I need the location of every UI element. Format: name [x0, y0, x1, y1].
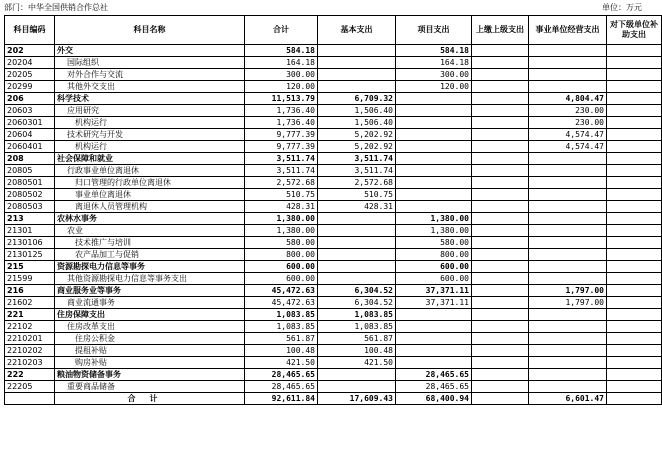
row-basic	[318, 249, 396, 261]
row-upper	[472, 369, 529, 381]
row-name: 应用研究	[55, 105, 245, 117]
table-row	[5, 273, 662, 285]
row-business	[529, 381, 607, 393]
row-total: 580.00	[245, 237, 318, 249]
row-lower	[607, 213, 662, 225]
row-name: 归口管理的行政单位离退休	[55, 177, 245, 189]
row-upper	[472, 237, 529, 249]
total-upper	[472, 393, 529, 405]
row-project	[396, 153, 472, 165]
row-basic	[318, 225, 396, 237]
row-lower	[607, 57, 662, 69]
table-row	[5, 369, 662, 381]
row-project	[396, 177, 472, 189]
row-business: 4,574.47	[529, 129, 607, 141]
row-lower	[607, 45, 662, 57]
row-code: 213	[5, 213, 55, 225]
row-name: 住房保障支出	[55, 309, 245, 321]
table-row	[5, 225, 662, 237]
row-upper	[472, 129, 529, 141]
row-project	[396, 321, 472, 333]
row-basic: 1,083.85	[318, 321, 396, 333]
row-upper	[472, 273, 529, 285]
row-total: 45,472.63	[245, 285, 318, 297]
row-lower	[607, 249, 662, 261]
row-basic: 428.31	[318, 201, 396, 213]
row-name: 商业流通事务	[55, 297, 245, 309]
row-total: 3,511.74	[245, 153, 318, 165]
col-header-code: 科目编码	[5, 16, 55, 45]
row-project	[396, 345, 472, 357]
row-total: 100.48	[245, 345, 318, 357]
row-code: 22102	[5, 321, 55, 333]
row-basic	[318, 81, 396, 93]
row-project: 584.18	[396, 45, 472, 57]
row-total: 510.75	[245, 189, 318, 201]
row-code: 2210202	[5, 345, 55, 357]
row-basic	[318, 57, 396, 69]
row-basic: 2,572.68	[318, 177, 396, 189]
row-name: 对外合作与交流	[55, 69, 245, 81]
row-code: 2060301	[5, 117, 55, 129]
row-basic	[318, 237, 396, 249]
row-code: 20299	[5, 81, 55, 93]
row-total: 11,513.79	[245, 93, 318, 105]
col-header-basic: 基本支出	[318, 16, 396, 45]
row-basic: 5,202.92	[318, 129, 396, 141]
row-business	[529, 345, 607, 357]
col-header-total: 合计	[245, 16, 318, 45]
row-business	[529, 273, 607, 285]
row-upper	[472, 201, 529, 213]
row-lower	[607, 297, 662, 309]
row-upper	[472, 333, 529, 345]
col-header-upper: 上缴上级支出	[472, 16, 529, 45]
row-lower	[607, 153, 662, 165]
table-row	[5, 381, 662, 393]
table-row	[5, 81, 662, 93]
total-code-cell	[5, 393, 55, 405]
row-lower	[607, 321, 662, 333]
row-total: 600.00	[245, 273, 318, 285]
row-total: 561.87	[245, 333, 318, 345]
table-row	[5, 213, 662, 225]
row-code: 21602	[5, 297, 55, 309]
row-business	[529, 357, 607, 369]
row-total: 28,465.65	[245, 381, 318, 393]
row-code: 206	[5, 93, 55, 105]
row-name: 重要商品储备	[55, 381, 245, 393]
total-lower	[607, 393, 662, 405]
row-name: 离退休人员管理机构	[55, 201, 245, 213]
table-row	[5, 177, 662, 189]
row-lower	[607, 369, 662, 381]
row-business	[529, 261, 607, 273]
row-name: 购房补贴	[55, 357, 245, 369]
row-code: 21599	[5, 273, 55, 285]
row-basic	[318, 369, 396, 381]
row-code: 2210203	[5, 357, 55, 369]
row-code: 208	[5, 153, 55, 165]
row-name: 技术推广与培训	[55, 237, 245, 249]
row-total: 421.50	[245, 357, 318, 369]
row-basic: 6,304.52	[318, 297, 396, 309]
table-row	[5, 249, 662, 261]
row-total: 3,511.74	[245, 165, 318, 177]
table-row	[5, 237, 662, 249]
row-lower	[607, 81, 662, 93]
col-header-name: 科目名称	[55, 16, 245, 45]
row-upper	[472, 153, 529, 165]
row-project: 37,371.11	[396, 297, 472, 309]
table-row	[5, 321, 662, 333]
row-name: 农业	[55, 225, 245, 237]
row-basic: 5,202.92	[318, 141, 396, 153]
row-code: 202	[5, 45, 55, 57]
row-upper	[472, 141, 529, 153]
row-code: 222	[5, 369, 55, 381]
row-business: 4,804.47	[529, 93, 607, 105]
row-total: 28,465.65	[245, 369, 318, 381]
row-upper	[472, 57, 529, 69]
row-name: 住房改革支出	[55, 321, 245, 333]
row-lower	[607, 189, 662, 201]
total-label: 合计	[55, 393, 245, 405]
row-code: 20604	[5, 129, 55, 141]
table-row	[5, 117, 662, 129]
table-row	[5, 309, 662, 321]
row-lower	[607, 201, 662, 213]
table-row	[5, 93, 662, 105]
row-total: 120.00	[245, 81, 318, 93]
row-basic: 1,083.85	[318, 309, 396, 321]
row-upper	[472, 321, 529, 333]
row-basic: 6,304.52	[318, 285, 396, 297]
row-lower	[607, 333, 662, 345]
row-business	[529, 225, 607, 237]
row-basic: 100.48	[318, 345, 396, 357]
row-basic	[318, 45, 396, 57]
row-name: 事业单位离退休	[55, 189, 245, 201]
row-business	[529, 237, 607, 249]
row-business	[529, 45, 607, 57]
row-name: 技术研究与开发	[55, 129, 245, 141]
row-business	[529, 165, 607, 177]
table-row	[5, 285, 662, 297]
row-code: 2210201	[5, 333, 55, 345]
row-total: 1,083.85	[245, 309, 318, 321]
row-project	[396, 309, 472, 321]
row-project	[396, 105, 472, 117]
row-basic: 3,511.74	[318, 165, 396, 177]
total-project: 68,400.94	[396, 393, 472, 405]
table-row	[5, 69, 662, 81]
table-row	[5, 165, 662, 177]
row-lower	[607, 141, 662, 153]
row-total: 1,736.40	[245, 117, 318, 129]
unit-label: 单位：万元	[602, 3, 642, 12]
row-code: 2080501	[5, 177, 55, 189]
row-business	[529, 201, 607, 213]
row-total: 1,380.00	[245, 213, 318, 225]
row-name: 外交	[55, 45, 245, 57]
col-header-project: 项目支出	[396, 16, 472, 45]
row-project: 600.00	[396, 261, 472, 273]
row-basic: 421.50	[318, 357, 396, 369]
row-upper	[472, 165, 529, 177]
row-name: 国际组织	[55, 57, 245, 69]
row-code: 20204	[5, 57, 55, 69]
row-lower	[607, 165, 662, 177]
row-project: 37,371.11	[396, 285, 472, 297]
row-business	[529, 321, 607, 333]
report-header	[4, 2, 642, 14]
row-lower	[607, 285, 662, 297]
total-business: 6,601.47	[529, 393, 607, 405]
table-row	[5, 201, 662, 213]
row-upper	[472, 105, 529, 117]
row-code: 22205	[5, 381, 55, 393]
row-project: 28,465.65	[396, 369, 472, 381]
row-basic	[318, 273, 396, 285]
row-business	[529, 153, 607, 165]
row-total: 164.18	[245, 57, 318, 69]
row-code: 2080503	[5, 201, 55, 213]
table-row	[5, 297, 662, 309]
row-project	[396, 357, 472, 369]
row-total: 1,083.85	[245, 321, 318, 333]
row-project	[396, 201, 472, 213]
row-business: 1,797.00	[529, 297, 607, 309]
row-basic: 510.75	[318, 189, 396, 201]
row-lower	[607, 69, 662, 81]
row-project	[396, 141, 472, 153]
row-lower	[607, 93, 662, 105]
row-business	[529, 69, 607, 81]
row-project	[396, 333, 472, 345]
row-business	[529, 57, 607, 69]
row-code: 215	[5, 261, 55, 273]
row-lower	[607, 357, 662, 369]
row-upper	[472, 225, 529, 237]
row-business	[529, 81, 607, 93]
department-label: 部门：中华全国供销合作总社	[4, 3, 108, 12]
row-project	[396, 93, 472, 105]
row-total: 600.00	[245, 261, 318, 273]
row-project: 120.00	[396, 81, 472, 93]
row-basic	[318, 381, 396, 393]
row-basic: 1,506.40	[318, 117, 396, 129]
row-name: 行政事业单位离退休	[55, 165, 245, 177]
row-project: 800.00	[396, 249, 472, 261]
row-total: 428.31	[245, 201, 318, 213]
row-upper	[472, 45, 529, 57]
row-business: 1,797.00	[529, 285, 607, 297]
row-upper	[472, 357, 529, 369]
table-total-row	[5, 393, 662, 405]
row-upper	[472, 213, 529, 225]
row-lower	[607, 381, 662, 393]
row-basic: 1,506.40	[318, 105, 396, 117]
row-total: 45,472.63	[245, 297, 318, 309]
table-row	[5, 345, 662, 357]
row-total: 300.00	[245, 69, 318, 81]
row-project: 580.00	[396, 237, 472, 249]
row-code: 2130125	[5, 249, 55, 261]
row-basic: 6,709.32	[318, 93, 396, 105]
row-project	[396, 117, 472, 129]
row-lower	[607, 237, 662, 249]
row-name: 机构运行	[55, 117, 245, 129]
row-name: 粮油物资储备事务	[55, 369, 245, 381]
row-project	[396, 165, 472, 177]
row-total: 2,572.68	[245, 177, 318, 189]
row-project: 164.18	[396, 57, 472, 69]
total-basic: 17,609.43	[318, 393, 396, 405]
row-project	[396, 129, 472, 141]
row-upper	[472, 297, 529, 309]
row-lower	[607, 225, 662, 237]
row-basic	[318, 69, 396, 81]
row-code: 20805	[5, 165, 55, 177]
table-row	[5, 153, 662, 165]
table-row	[5, 57, 662, 69]
row-business: 230.00	[529, 105, 607, 117]
row-total: 1,736.40	[245, 105, 318, 117]
row-project	[396, 189, 472, 201]
row-basic	[318, 213, 396, 225]
row-upper	[472, 93, 529, 105]
row-lower	[607, 129, 662, 141]
row-business: 4,574.47	[529, 141, 607, 153]
row-total: 1,380.00	[245, 225, 318, 237]
row-upper	[472, 249, 529, 261]
row-code: 20205	[5, 69, 55, 81]
row-business: 230.00	[529, 117, 607, 129]
row-project: 1,380.00	[396, 213, 472, 225]
row-lower	[607, 273, 662, 285]
row-upper	[472, 345, 529, 357]
row-name: 农产品加工与促销	[55, 249, 245, 261]
table-body	[5, 45, 662, 393]
table-row	[5, 333, 662, 345]
row-upper	[472, 381, 529, 393]
row-upper	[472, 177, 529, 189]
row-name: 其他外交支出	[55, 81, 245, 93]
row-upper	[472, 117, 529, 129]
table-row	[5, 189, 662, 201]
row-business	[529, 177, 607, 189]
row-name: 住房公积金	[55, 333, 245, 345]
row-business	[529, 189, 607, 201]
row-code: 21301	[5, 225, 55, 237]
table-row	[5, 45, 662, 57]
row-upper	[472, 81, 529, 93]
row-code: 2060401	[5, 141, 55, 153]
table-row	[5, 105, 662, 117]
row-lower	[607, 261, 662, 273]
row-lower	[607, 117, 662, 129]
table-row	[5, 261, 662, 273]
row-project: 600.00	[396, 273, 472, 285]
row-upper	[472, 261, 529, 273]
col-header-business: 事业单位经营支出	[529, 16, 607, 45]
row-basic	[318, 261, 396, 273]
row-lower	[607, 177, 662, 189]
row-business	[529, 249, 607, 261]
table-row	[5, 129, 662, 141]
row-upper	[472, 69, 529, 81]
row-total: 584.18	[245, 45, 318, 57]
row-upper	[472, 189, 529, 201]
row-name: 商业服务业等事务	[55, 285, 245, 297]
row-business	[529, 213, 607, 225]
row-total: 9,777.39	[245, 129, 318, 141]
row-upper	[472, 285, 529, 297]
row-name: 机构运行	[55, 141, 245, 153]
total-total: 92,611.84	[245, 393, 318, 405]
row-basic: 3,511.74	[318, 153, 396, 165]
table-row	[5, 357, 662, 369]
table-header-row	[5, 16, 662, 45]
row-code: 216	[5, 285, 55, 297]
row-business	[529, 309, 607, 321]
row-name: 社会保障和就业	[55, 153, 245, 165]
row-name: 农林水事务	[55, 213, 245, 225]
row-code: 2130106	[5, 237, 55, 249]
row-lower	[607, 105, 662, 117]
row-total: 9,777.39	[245, 141, 318, 153]
row-name: 提租补贴	[55, 345, 245, 357]
row-project: 28,465.65	[396, 381, 472, 393]
row-lower	[607, 309, 662, 321]
row-business	[529, 369, 607, 381]
row-project: 300.00	[396, 69, 472, 81]
row-basic: 561.87	[318, 333, 396, 345]
row-code: 221	[5, 309, 55, 321]
row-name: 资源勘探电力信息等事务	[55, 261, 245, 273]
expenditure-table	[4, 15, 662, 405]
row-name: 科学技术	[55, 93, 245, 105]
row-project: 1,380.00	[396, 225, 472, 237]
row-lower	[607, 345, 662, 357]
table-row	[5, 141, 662, 153]
row-code: 20603	[5, 105, 55, 117]
row-business	[529, 333, 607, 345]
row-upper	[472, 309, 529, 321]
row-code: 2080502	[5, 189, 55, 201]
row-total: 800.00	[245, 249, 318, 261]
row-name: 其他资源勘探电力信息等事务支出	[55, 273, 245, 285]
col-header-lower: 对下级单位补助支出	[607, 16, 662, 45]
